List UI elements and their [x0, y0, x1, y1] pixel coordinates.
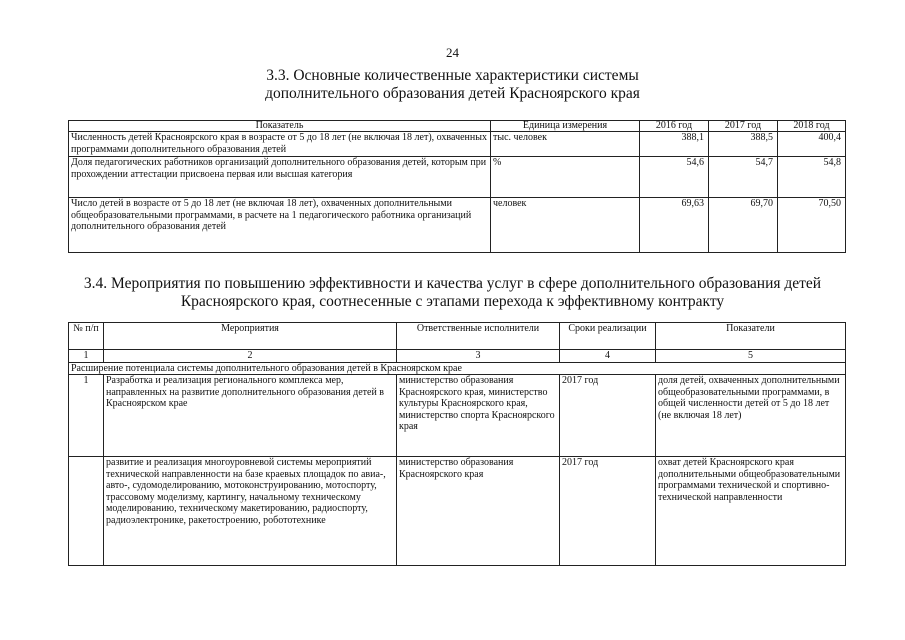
value-2017: 54,7 — [709, 157, 778, 198]
measure-cell: развитие и реализация многоуровневой системы мероприятий технической направленности на базе краевых площадок по авиа-, авто-, судомоделированию, мотоконструированию, мотоспорту, трассовому моделизму, картингу, начальному техническому моделированию, техническому макетированию, радиоспорту, радиоэлектронике, ракетостроению, робототехнике — [104, 457, 397, 566]
unit-cell: % — [491, 157, 640, 198]
section1-title-line2: дополнительного образования детей Красноярского края — [265, 85, 640, 102]
unit-cell: тыс. человек — [491, 132, 640, 157]
value-2018: 54,8 — [778, 157, 846, 198]
executors-cell: министерство образования Красноярского края, министерство культуры Красноярского края, министерство спорта Красноярского края — [397, 375, 560, 457]
term-cell: 2017 год — [560, 375, 656, 457]
page-number: 24 — [446, 45, 459, 60]
executors-cell: министерство образования Красноярского края — [397, 457, 560, 566]
term-cell: 2017 год — [560, 457, 656, 566]
header-measures: Мероприятия — [104, 323, 397, 350]
col-number-2: 2 — [104, 350, 397, 363]
col-number-4: 4 — [560, 350, 656, 363]
table-row — [69, 375, 846, 457]
header-2017: 2017 год — [709, 121, 778, 132]
measure-cell: Разработка и реализация регионального комплекса мер, направленных на развитие дополнительного образования детей в Красноярском крае — [104, 375, 397, 457]
col-number-1: 1 — [69, 350, 104, 363]
value-2018: 400,4 — [778, 132, 846, 157]
value-2016: 388,1 — [640, 132, 709, 157]
header-2018: 2018 год — [778, 121, 846, 132]
table-row — [69, 132, 846, 157]
indicator-cell: охват детей Красноярского края дополнительными общеобразовательными программами технической и спортивно-технической направленности — [656, 457, 846, 566]
group-title: Расширение потенциала системы дополнительного образования детей в Красноярском крае — [69, 362, 846, 375]
unit-cell: человек — [491, 198, 640, 253]
header-2016: 2016 год — [640, 121, 709, 132]
header-indicators: Показатели — [656, 323, 846, 350]
header-unit: Единица измерения — [491, 121, 640, 132]
value-2017: 388,5 — [709, 132, 778, 157]
section2-title-line1: 3.4. Мероприятия по повышению эффективности и качества услуг в сфере дополнительного образования детей — [83, 275, 822, 292]
indicator-cell: доля детей, охваченных дополнительными общеобразовательными программами, в общей численности детей от 5 до 18 лет (не включая 18 лет) — [656, 375, 846, 457]
table-row — [69, 198, 846, 253]
measures-table — [68, 322, 846, 566]
col-number-5: 5 — [656, 350, 846, 363]
col-number-3: 3 — [397, 350, 560, 363]
value-2016: 69,63 — [640, 198, 709, 253]
table-header-row — [69, 121, 846, 132]
value-2016: 54,6 — [640, 157, 709, 198]
header-term: Сроки реализации — [560, 323, 656, 350]
table-row — [69, 157, 846, 198]
indicator-cell: Доля педагогических работников организаций дополнительного образования детей, которым при прохождении аттестации присвоена первая или высшая категория — [69, 157, 491, 198]
section1-title-line1: 3.3. Основные количественные характеристики системы — [266, 67, 639, 84]
value-2017: 69,70 — [709, 198, 778, 253]
indicator-cell: Число детей в возрасте от 5 до 18 лет (не включая 18 лет), охваченных дополнительными общеобразовательными программами, в расчете на 1 педагогического работника организаций дополнительного образования детей — [69, 198, 491, 253]
header-number: № п/п — [69, 323, 104, 350]
row-number — [69, 457, 104, 566]
header-indicator: Показатель — [69, 121, 491, 132]
column-number-row — [69, 350, 846, 363]
table-header-row — [69, 323, 846, 350]
value-2018: 70,50 — [778, 198, 846, 253]
characteristics-table — [68, 120, 846, 253]
row-number: 1 — [69, 375, 104, 457]
group-title-row — [69, 362, 846, 375]
section2-title-line2: Красноярского края, соотнесенные с этапами перехода к эффективному контракту — [180, 293, 725, 310]
indicator-cell: Численность детей Красноярского края в возрасте от 5 до 18 лет (не включая 18 лет), охваченных программами дополнительного образования детей — [69, 132, 491, 157]
table-row — [69, 457, 846, 566]
header-executors: Ответственные исполнители — [397, 323, 560, 350]
